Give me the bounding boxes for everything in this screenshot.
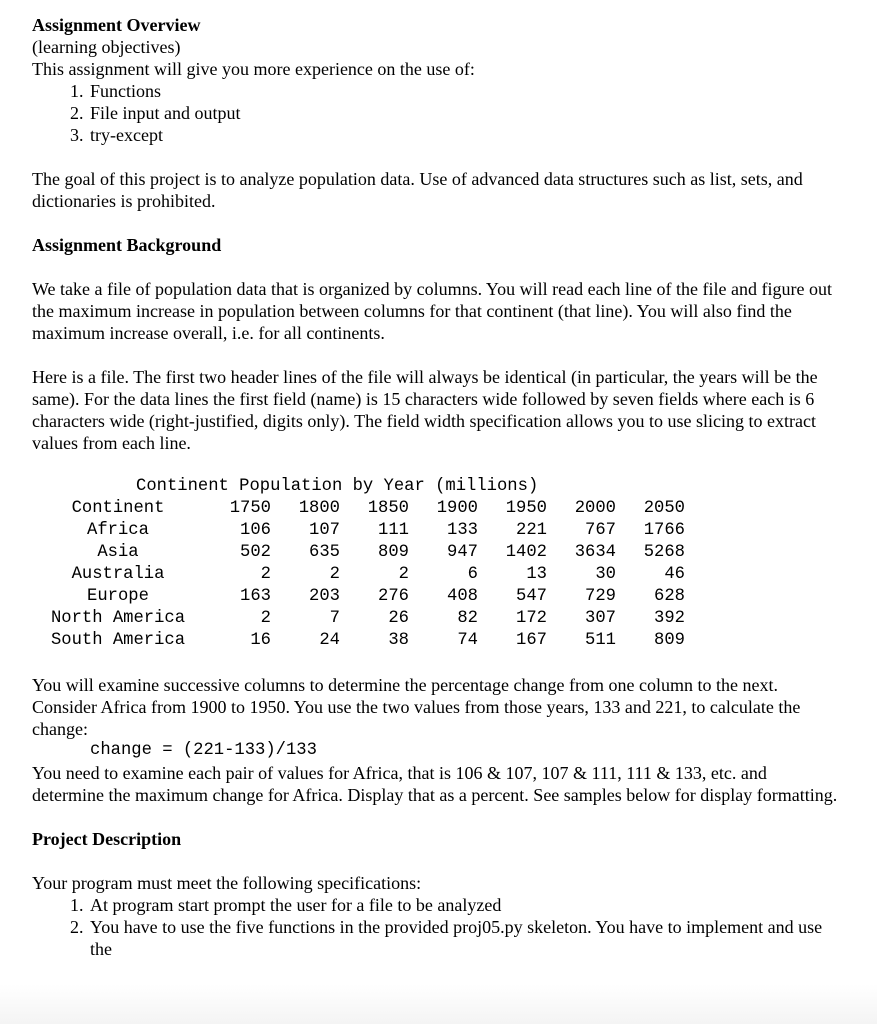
table-cell: 767 [585, 521, 616, 540]
background-heading: Assignment Background [32, 235, 222, 255]
project-intro: Your program must meet the following specifications: [32, 873, 422, 893]
continent-name: Australia [71, 565, 165, 584]
bottom-fade [0, 984, 877, 1024]
table-cell: 221 [516, 521, 547, 540]
table-cell: 74 [457, 631, 478, 650]
list-item: 2. File input and output [88, 102, 842, 124]
examine-paragraph-2: You need to examine each pair of values for Africa, that is 106 & 107, 107 & 111, 111 & 133, etc. and determine the maximum change for Africa. Display that as a percent. See samples below for display formatting. [32, 763, 838, 805]
overview-intro: This assignment will give you more experience on the use of: [32, 59, 475, 79]
continent-name: Africa [87, 521, 149, 540]
table-row [34, 542, 685, 564]
document-page [32, 14, 842, 960]
table-cell: 511 [585, 631, 616, 650]
table-cell: 167 [516, 631, 547, 650]
year-header: 1800 [298, 499, 340, 518]
table-cell: 13 [526, 565, 547, 584]
list-item: 3. try-except [88, 124, 842, 146]
table-cell: 1402 [505, 543, 547, 562]
continent-name: Europe [87, 587, 149, 606]
table-cell: 628 [654, 587, 685, 606]
list-item: 1. Functions [88, 80, 842, 102]
background-paragraph-2: Here is a file. The first two header lines of the file will always be identical (in particular, the years will be the same). For the data lines the first field (name) is 15 characters wide followed by seven fields where each is 6 characters wide (right-justified, digits only). The field width specification allows you to use slicing to extract values from each line. [32, 367, 818, 453]
year-header: 1950 [505, 499, 547, 518]
table-row [34, 608, 685, 630]
table-cell: 392 [654, 609, 685, 628]
table-cell: 947 [447, 543, 478, 562]
table-cell: 729 [585, 587, 616, 606]
table-cell: 2 [260, 565, 271, 584]
table-cell: 30 [595, 565, 616, 584]
table-cell: 106 [240, 521, 271, 540]
table-cell: 5268 [643, 543, 685, 562]
continent-name: North America [50, 609, 186, 628]
table-cell: 172 [516, 609, 547, 628]
table-cell: 203 [309, 587, 340, 606]
table-cell: 809 [654, 631, 685, 650]
change-formula: change = (221-133)/133 [90, 741, 317, 760]
continent-name: South America [50, 631, 186, 650]
table-cell: 6 [467, 565, 478, 584]
population-table [34, 498, 685, 652]
table-cell: 46 [664, 565, 685, 584]
table-row [34, 520, 685, 542]
table-title: Continent Population by Year (millions) [136, 477, 539, 496]
year-header: 1850 [367, 499, 409, 518]
table-row [34, 586, 685, 608]
table-cell: 635 [309, 543, 340, 562]
table-cell: 38 [388, 631, 409, 650]
year-header: 1900 [436, 499, 478, 518]
table-cell: 502 [240, 543, 271, 562]
continent-name: Asia [97, 543, 139, 562]
table-cell: 276 [378, 587, 409, 606]
list-item: 2. You have to use the five functions in the provided proj05.py skeleton. You have to implement and use the [88, 916, 842, 960]
table-row [34, 630, 685, 652]
objectives-list [32, 80, 842, 146]
table-cell: 809 [378, 543, 409, 562]
table-cell: 7 [329, 609, 340, 628]
table-cell: 2 [398, 565, 409, 584]
examine-paragraph-1: You will examine successive columns to determine the percentage change from one column to the next. Consider Africa from 1900 to 1950. You use the two values from those years, 133 and 221, to calculate the change: [32, 675, 801, 739]
table-cell: 307 [585, 609, 616, 628]
year-header: 2000 [574, 499, 616, 518]
population-table-block [32, 476, 842, 652]
table-cell: 2 [260, 609, 271, 628]
goal-paragraph: The goal of this project is to analyze population data. Use of advanced data structures such as list, sets, and dictionaries is prohibited. [32, 169, 803, 211]
table-cell: 2 [329, 565, 340, 584]
table-cell: 111 [378, 521, 409, 540]
table-cell: 82 [457, 609, 478, 628]
table-cell: 163 [240, 587, 271, 606]
table-cell: 408 [447, 587, 478, 606]
table-cell: 107 [309, 521, 340, 540]
table-cell: 133 [447, 521, 478, 540]
table-cell: 24 [319, 631, 340, 650]
overview-subheading: (learning objectives) [32, 37, 181, 57]
table-cell: 16 [250, 631, 271, 650]
background-paragraph-1: We take a file of population data that is organized by columns. You will read each line of the file and figure out the maximum increase in population between columns for that continent (that line). You will also find the maximum increase overall, i.e. for all continents. [32, 279, 832, 343]
table-cell: 547 [516, 587, 547, 606]
project-heading: Project Description [32, 829, 182, 849]
table-cell: 3634 [574, 543, 616, 562]
table-row [34, 564, 685, 586]
header-continent: Continent [71, 499, 165, 518]
table-header-row [34, 498, 685, 520]
year-header: 1750 [229, 499, 271, 518]
overview-heading: Assignment Overview [32, 15, 201, 35]
table-cell: 1766 [643, 521, 685, 540]
year-header: 2050 [643, 499, 685, 518]
table-cell: 26 [388, 609, 409, 628]
specifications-list [32, 894, 842, 960]
list-item: 1. At program start prompt the user for a file to be analyzed [88, 894, 842, 916]
